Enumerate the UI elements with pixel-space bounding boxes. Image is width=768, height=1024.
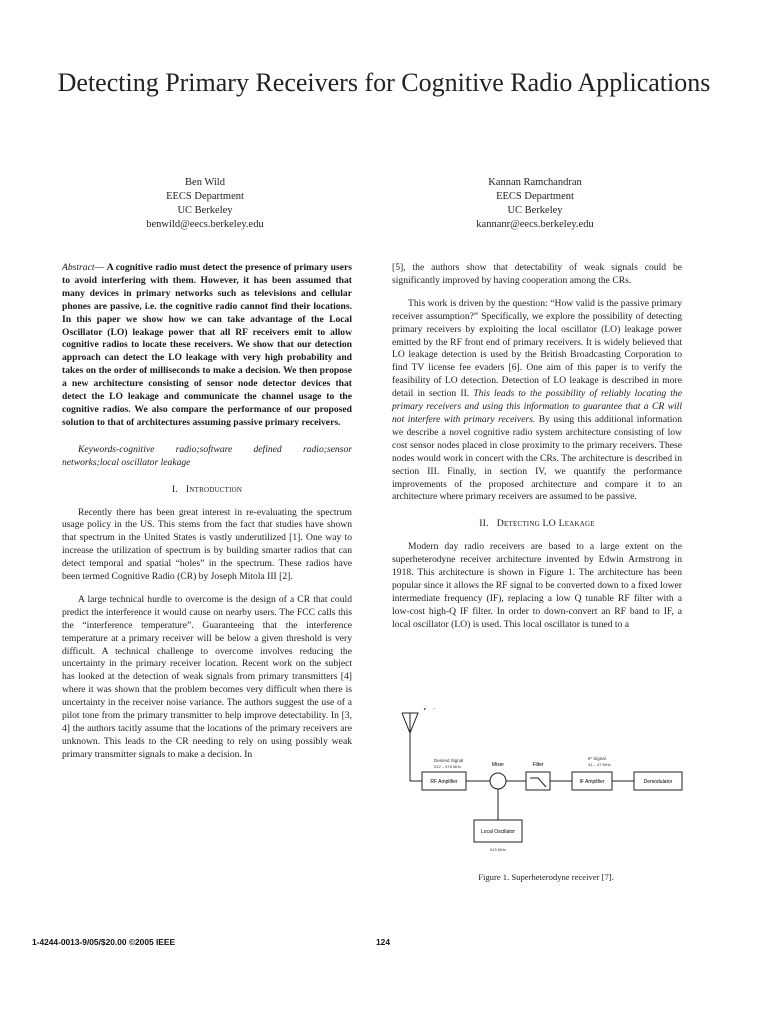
author-university: UC Berkeley: [507, 205, 563, 216]
abstract-text: A cognitive radio must detect the presence of primary users to avoid interfering with them. However, it has been assumed that many devices in primary networks such as televisions and cellular phones are passive, i.e. the cognitive radio cannot find their locations. In this paper we show how we can take advantage of the Local Oscillator (LO) leakage power that all RF receivers emit to allow cognitive radios to locate these receivers. We show that our detection approach can detect the LO leakage with very high probability and takes on the order of milliseconds to make a decision. We then propose a new architecture consisting of sensor node detector devices that detect the LO leakage and communicate the channel usage to the cognitive radios. We also compare the performance of our proposed solution to that of architectures assuming passive primary receivers.: [62, 262, 352, 428]
right-column: [392, 262, 682, 642]
keywords: Keywords-cognitive radio;software defined radio;sensor networks;local oscillator leakage: [62, 443, 352, 468]
body-paragraph: Modern day radio receivers are based to a large extent on the superheterodyne receiver architecture invented by Edwin Armstrong in 1918. This architecture is shown in Figure 1. The architecture has been popular since it allows the RF signal to be converted down to a fixed lower intermediate frequency (IF), replacing a low Q tunable RF filter with a low-cost high-Q IF filter. In order to down-convert an RF band to IF, a local oscillator (LO) is used. This local oscillator is tuned to a: [392, 541, 682, 630]
abstract-paragraph: [62, 262, 352, 430]
section-number: II.: [479, 518, 489, 530]
antenna-icon: [402, 708, 440, 781]
desired-signal-range: 512 – 578 MHz: [434, 764, 462, 769]
section-title: Introduction: [185, 483, 243, 495]
author-name: Kannan Ramchandran: [488, 177, 582, 188]
text-run: By using this additional information we describe a novel cognitive radio system architecture consisting of low cost sensor nodes placed in close proximity to the primary receivers. These nodes would work in concert with the CRs. The architecture is described in section III. Finally, in section IV, we quantify the performance improvements of the proposed architecture and compare it to an architecture where primary receivers are assumed to be passive.: [392, 413, 683, 503]
paper-title: Detecting Primary Receivers for Cognitive Radio Applications: [57, 68, 711, 97]
demodulator-label: Demodulator: [643, 779, 673, 785]
author-email: benwild@eecs.berkeley.edu: [146, 219, 264, 230]
section-number: I.: [171, 483, 178, 495]
section-heading-introduction: [62, 484, 352, 497]
abstract-label: Abstract: [62, 262, 95, 273]
body-paragraph: A large technical hurdle to overcome is the design of a CR that could predict the interference it would cause on nearby users. The FCC calls this the “interference temperature”. Guaranteeing that the interference temperature at a primary receiver will be below a given threshold is very difficult. A technical challenge to overcome involves reducing the uncertainty in the primary receiver location. Recent work on the subject has looked at the detection of weak signals from primary transmitters [4] where it was shown that the problem becomes very difficult when there is uncertainty in the receiver noise variance. The authors suggest the use of a pilot tone from the primary transmitter to help improve detectability. In [3, 4] the authors tacitly assume that the locations of the primary receivers are unknown. This leads to the CR needing to rely on using possibly weak primary transmitter signals to make a decision. In: [62, 593, 352, 760]
author-block-2: [420, 176, 650, 232]
author-block-1: [90, 176, 320, 232]
if-signal-label: IF Signal: [588, 756, 606, 761]
filter-label: Filter: [532, 762, 544, 768]
copyright-footer: 1-4244-0013-9/05/$20.00 ©2005 IEEE: [32, 937, 176, 947]
body-paragraph: [5], the authors show that detectability of weak signals could be significantly improved by having cooperation among the CRs.: [392, 262, 682, 286]
mixer-label: Mixer: [491, 762, 505, 768]
superheterodyne-diagram: [396, 708, 696, 858]
author-email: kannanr@eecs.berkeley.edu: [476, 219, 594, 230]
figure-caption: Figure 1. Superheterodyne receiver [7].: [478, 872, 614, 882]
text-run: This work is driven by the question: “How valid is the passive primary receiver assumption?” Specifically, we explore the possibility of detecting primary receivers by exploiting the local oscillator (LO) leakage power emitted by the RF front end of primary receivers. It is widely believed that LO leakage detection is used by the British Broadcasting Corporation to find TV license fee evaders [6]. One aim of this paper is to verify the feasibility of LO detection. Detection of LO leakage is described in more detail in section II.: [392, 297, 682, 400]
author-department: EECS Department: [166, 191, 244, 202]
body-paragraph: Recently there has been great interest in re-evaluating the spectrum usage policy in the US. This stems from the fact that studies have shown that spectrum in the United States is vastly underutilized [1]. One way to increase the utilization of spectrum is by building smarter radios that can detect temporal and spatial “holes” in the spectrum. These radios have been termed Cognitive Radio (CR) by Joseph Mitola III [2].: [62, 506, 352, 583]
page-number: 124: [376, 937, 390, 947]
section-title: Detecting LO Leakage: [496, 518, 595, 530]
rf-amplifier-label: RF Amplifier: [430, 779, 458, 785]
filter-block: [526, 772, 550, 790]
section-heading-lo-leakage: [392, 518, 682, 531]
local-oscillator-frequency: 613 MHz: [489, 847, 507, 852]
left-column: [62, 262, 352, 772]
desired-signal-label: Desired Signal: [434, 758, 464, 763]
author-university: UC Berkeley: [177, 205, 233, 216]
local-oscillator-label: Local Oscillator: [480, 829, 516, 835]
abstract-dash: —: [94, 262, 107, 273]
author-department: EECS Department: [496, 191, 574, 202]
emphasis-text: This leads to the possibility of reliably locating the primary receivers and using this information to guarantee that a CR will not interfere with primary receivers.: [392, 388, 682, 425]
mixer-symbol: [490, 773, 506, 789]
body-paragraph: [392, 298, 682, 505]
if-amplifier-label: IF Amplifier: [579, 779, 605, 785]
author-name: Ben Wild: [185, 177, 225, 188]
if-signal-range: 41 – 47 MHz: [588, 762, 611, 767]
